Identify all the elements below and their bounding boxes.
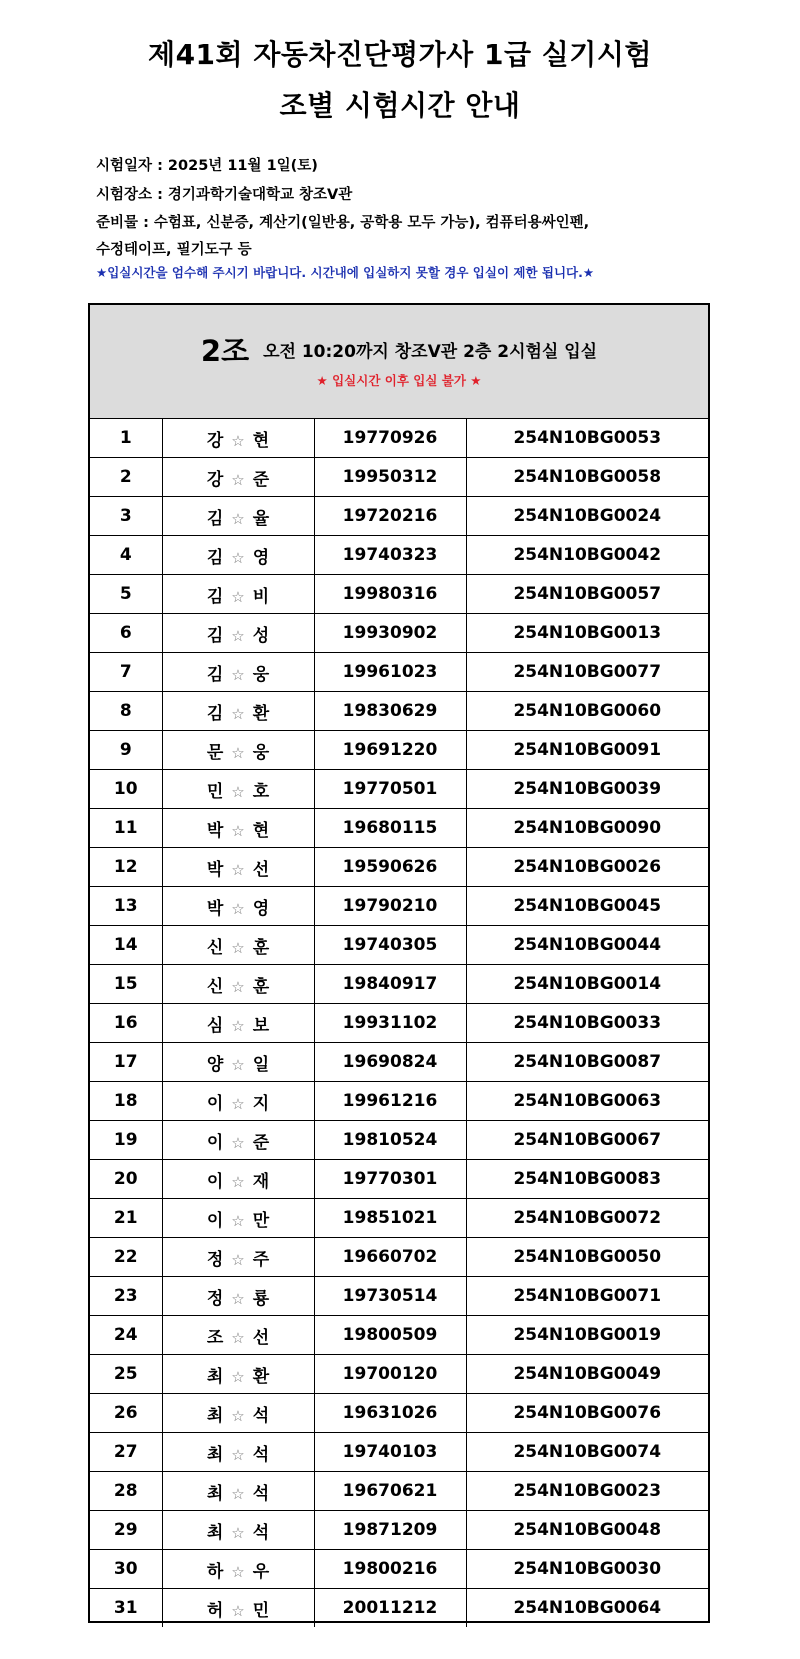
candidate-id: 254N10BG0087 [466, 1043, 708, 1082]
mask-star-icon: ☆ [231, 1601, 245, 1620]
mask-star-icon: ☆ [231, 1016, 245, 1035]
birth-date: 19800216 [314, 1550, 466, 1589]
name-first: 정 [206, 1288, 224, 1309]
candidate-name [162, 1394, 314, 1433]
name-first: 이 [206, 1093, 224, 1114]
mask-star-icon: ☆ [231, 1289, 245, 1308]
row-number: 30 [90, 1550, 162, 1589]
birth-date: 19700120 [314, 1355, 466, 1394]
name-first: 최 [206, 1483, 224, 1504]
table-row [90, 1355, 708, 1394]
mask-star-icon: ☆ [231, 431, 245, 450]
name-last: 웅 [252, 742, 270, 763]
birth-date: 19740305 [314, 926, 466, 965]
mask-star-icon: ☆ [231, 1133, 245, 1152]
candidate-id: 254N10BG0077 [466, 653, 708, 692]
table-row [90, 1199, 708, 1238]
candidate-id: 254N10BG0058 [466, 458, 708, 497]
entry-time: 오전 10:20까지 창조V관 2층 2시험실 입실 [263, 342, 598, 362]
name-last: 룡 [252, 1288, 270, 1309]
birth-date: 19851021 [314, 1199, 466, 1238]
row-number: 2 [90, 458, 162, 497]
row-number: 28 [90, 1472, 162, 1511]
exam-date: 시험일자 : 2025년 11월 1일(토) [96, 158, 318, 174]
candidate-table [90, 419, 708, 1627]
name-first: 박 [206, 898, 224, 919]
mask-star-icon: ☆ [231, 509, 245, 528]
name-last: 웅 [252, 664, 270, 685]
mask-star-icon: ☆ [231, 743, 245, 762]
candidate-id: 254N10BG0071 [466, 1277, 708, 1316]
candidate-id: 254N10BG0091 [466, 731, 708, 770]
name-first: 박 [206, 820, 224, 841]
candidate-name [162, 1160, 314, 1199]
name-first: 김 [206, 547, 224, 568]
row-number: 15 [90, 965, 162, 1004]
mask-star-icon: ☆ [231, 1484, 245, 1503]
candidate-id: 254N10BG0013 [466, 614, 708, 653]
name-first: 최 [206, 1405, 224, 1426]
name-first: 김 [206, 703, 224, 724]
name-last: 주 [252, 1249, 270, 1270]
mask-star-icon: ☆ [231, 938, 245, 957]
name-last: 보 [252, 1015, 270, 1036]
row-number: 3 [90, 497, 162, 536]
row-number: 24 [90, 1316, 162, 1355]
candidate-name [162, 575, 314, 614]
row-number: 13 [90, 887, 162, 926]
name-last: 준 [252, 469, 270, 490]
birth-date: 19690824 [314, 1043, 466, 1082]
candidate-name [162, 458, 314, 497]
name-first: 최 [206, 1522, 224, 1543]
name-last: 지 [252, 1093, 270, 1114]
candidate-id: 254N10BG0042 [466, 536, 708, 575]
document-title: 제41회 자동차진단평가사 1급 실기시험 [148, 38, 652, 71]
mask-star-icon: ☆ [231, 821, 245, 840]
document-subtitle: 조별 시험시간 안내 [279, 89, 521, 122]
candidate-name [162, 926, 314, 965]
candidate-id: 254N10BG0072 [466, 1199, 708, 1238]
table-row [90, 770, 708, 809]
candidate-id: 254N10BG0063 [466, 1082, 708, 1121]
mask-star-icon: ☆ [231, 1094, 245, 1113]
name-last: 선 [252, 859, 270, 880]
candidate-name [162, 1121, 314, 1160]
mask-star-icon: ☆ [231, 470, 245, 489]
row-number: 5 [90, 575, 162, 614]
birth-date: 19790210 [314, 887, 466, 926]
mask-star-icon: ☆ [231, 1562, 245, 1581]
mask-star-icon: ☆ [231, 1523, 245, 1542]
name-last: 석 [252, 1522, 270, 1543]
candidate-id: 254N10BG0030 [466, 1550, 708, 1589]
table-row [90, 1277, 708, 1316]
row-number: 16 [90, 1004, 162, 1043]
birth-date: 19980316 [314, 575, 466, 614]
candidate-id: 254N10BG0024 [466, 497, 708, 536]
candidate-id: 254N10BG0033 [466, 1004, 708, 1043]
candidate-id: 254N10BG0045 [466, 887, 708, 926]
name-first: 김 [206, 586, 224, 607]
birth-date: 19930902 [314, 614, 466, 653]
candidate-name [162, 887, 314, 926]
table-row [90, 419, 708, 458]
candidate-id: 254N10BG0026 [466, 848, 708, 887]
birth-date: 19770301 [314, 1160, 466, 1199]
entry-notice: ★입실시간을 엄수해 주시기 바랍니다. 시간내에 입실하지 못할 경우 입실이 제한 됩니다.★ [96, 265, 595, 280]
birth-date: 19730514 [314, 1277, 466, 1316]
name-last: 우 [252, 1561, 270, 1582]
mask-star-icon: ☆ [231, 860, 245, 879]
exam-place: 시험장소 : 경기과학기술대학교 창조V관 [96, 187, 353, 203]
row-number: 31 [90, 1589, 162, 1628]
name-first: 김 [206, 625, 224, 646]
table-row [90, 1316, 708, 1355]
name-first: 문 [206, 742, 224, 763]
name-last: 훈 [252, 976, 270, 997]
candidate-name [162, 1043, 314, 1082]
candidate-id: 254N10BG0083 [466, 1160, 708, 1199]
name-last: 현 [252, 430, 270, 451]
table-row [90, 653, 708, 692]
candidate-name [162, 1082, 314, 1121]
mask-star-icon: ☆ [231, 1172, 245, 1191]
name-last: 영 [252, 898, 270, 919]
candidate-id: 254N10BG0044 [466, 926, 708, 965]
candidate-name [162, 497, 314, 536]
birth-date: 19931102 [314, 1004, 466, 1043]
name-last: 성 [252, 625, 270, 646]
name-last: 환 [252, 1366, 270, 1387]
name-first: 심 [206, 1015, 224, 1036]
birth-date: 19810524 [314, 1121, 466, 1160]
table-row [90, 1511, 708, 1550]
candidate-id: 254N10BG0023 [466, 1472, 708, 1511]
mask-star-icon: ☆ [231, 587, 245, 606]
mask-star-icon: ☆ [231, 704, 245, 723]
candidate-name [162, 653, 314, 692]
row-number: 29 [90, 1511, 162, 1550]
candidate-name [162, 1238, 314, 1277]
table-row [90, 848, 708, 887]
group-label: 2조 [200, 334, 250, 368]
candidate-name [162, 1511, 314, 1550]
row-number: 12 [90, 848, 162, 887]
mask-star-icon: ☆ [231, 548, 245, 567]
candidate-name [162, 1550, 314, 1589]
candidate-name [162, 770, 314, 809]
birth-date: 19720216 [314, 497, 466, 536]
mask-star-icon: ☆ [231, 1406, 245, 1425]
row-number: 11 [90, 809, 162, 848]
candidate-id: 254N10BG0060 [466, 692, 708, 731]
mask-star-icon: ☆ [231, 1367, 245, 1386]
table-row [90, 458, 708, 497]
table-row [90, 1121, 708, 1160]
name-first: 강 [206, 469, 224, 490]
row-number: 1 [90, 419, 162, 458]
table-row [90, 1433, 708, 1472]
birth-date: 19840917 [314, 965, 466, 1004]
row-number: 9 [90, 731, 162, 770]
name-last: 석 [252, 1444, 270, 1465]
mask-star-icon: ☆ [231, 1445, 245, 1464]
birth-date: 19950312 [314, 458, 466, 497]
row-number: 4 [90, 536, 162, 575]
row-number: 17 [90, 1043, 162, 1082]
birth-date: 20011212 [314, 1589, 466, 1628]
row-number: 6 [90, 614, 162, 653]
row-number: 26 [90, 1394, 162, 1433]
birth-date: 19800509 [314, 1316, 466, 1355]
name-last: 석 [252, 1483, 270, 1504]
table-row [90, 1004, 708, 1043]
table-row [90, 1043, 708, 1082]
table-row [90, 575, 708, 614]
table-row [90, 1550, 708, 1589]
mask-star-icon: ☆ [231, 899, 245, 918]
name-first: 이 [206, 1171, 224, 1192]
name-first: 이 [206, 1132, 224, 1153]
name-first: 양 [206, 1054, 224, 1075]
row-number: 18 [90, 1082, 162, 1121]
birth-date: 19670621 [314, 1472, 466, 1511]
table-row [90, 965, 708, 1004]
candidate-id: 254N10BG0057 [466, 575, 708, 614]
items-line-1: 준비물 : 수험표, 신분증, 계산기(일반용, 공학용 모두 가능), 컴퓨터용싸인펜, [96, 215, 590, 231]
candidate-name [162, 809, 314, 848]
table-row [90, 887, 708, 926]
candidate-id: 254N10BG0067 [466, 1121, 708, 1160]
late-entry-warning: ★ 입실시간 이후 입실 불가 ★ [316, 373, 482, 388]
table-row [90, 731, 708, 770]
table-row [90, 692, 708, 731]
table-row [90, 1160, 708, 1199]
candidate-name [162, 848, 314, 887]
name-first: 정 [206, 1249, 224, 1270]
items-line-2: 수정테이프, 필기도구 등 [96, 242, 252, 258]
candidate-id: 254N10BG0053 [466, 419, 708, 458]
row-number: 14 [90, 926, 162, 965]
table-row [90, 1082, 708, 1121]
row-number: 20 [90, 1160, 162, 1199]
name-first: 최 [206, 1444, 224, 1465]
candidate-id: 254N10BG0050 [466, 1238, 708, 1277]
name-first: 강 [206, 430, 224, 451]
birth-date: 19590626 [314, 848, 466, 887]
birth-date: 19871209 [314, 1511, 466, 1550]
mask-star-icon: ☆ [231, 665, 245, 684]
name-last: 환 [252, 703, 270, 724]
name-last: 훈 [252, 937, 270, 958]
schedule-table-box [88, 303, 710, 1623]
name-last: 민 [252, 1600, 270, 1621]
group-header [90, 305, 708, 419]
birth-date: 19740103 [314, 1433, 466, 1472]
mask-star-icon: ☆ [231, 1250, 245, 1269]
table-row [90, 1394, 708, 1433]
name-last: 재 [252, 1171, 270, 1192]
table-row [90, 497, 708, 536]
candidate-name [162, 1199, 314, 1238]
candidate-id: 254N10BG0049 [466, 1355, 708, 1394]
candidate-id: 254N10BG0048 [466, 1511, 708, 1550]
candidate-id: 254N10BG0019 [466, 1316, 708, 1355]
name-last: 율 [252, 508, 270, 529]
candidate-name [162, 1277, 314, 1316]
name-first: 하 [206, 1561, 224, 1582]
mask-star-icon: ☆ [231, 977, 245, 996]
table-row [90, 1238, 708, 1277]
name-last: 일 [252, 1054, 270, 1075]
mask-star-icon: ☆ [231, 626, 245, 645]
birth-date: 19770926 [314, 419, 466, 458]
row-number: 8 [90, 692, 162, 731]
candidate-id: 254N10BG0014 [466, 965, 708, 1004]
birth-date: 19691220 [314, 731, 466, 770]
name-first: 김 [206, 508, 224, 529]
candidate-name [162, 419, 314, 458]
name-first: 신 [206, 937, 224, 958]
group-header-line [90, 329, 708, 370]
name-first: 김 [206, 664, 224, 685]
mask-star-icon: ☆ [231, 1328, 245, 1347]
name-last: 현 [252, 820, 270, 841]
birth-date: 19631026 [314, 1394, 466, 1433]
candidate-name [162, 1589, 314, 1628]
table-row [90, 614, 708, 653]
name-first: 신 [206, 976, 224, 997]
candidate-id: 254N10BG0076 [466, 1394, 708, 1433]
birth-date: 19961023 [314, 653, 466, 692]
table-row [90, 536, 708, 575]
table-row [90, 1472, 708, 1511]
name-first: 최 [206, 1366, 224, 1387]
candidate-name [162, 536, 314, 575]
candidate-name [162, 1472, 314, 1511]
birth-date: 19740323 [314, 536, 466, 575]
row-number: 25 [90, 1355, 162, 1394]
name-last: 준 [252, 1132, 270, 1153]
mask-star-icon: ☆ [231, 1211, 245, 1230]
row-number: 27 [90, 1433, 162, 1472]
name-first: 박 [206, 859, 224, 880]
row-number: 22 [90, 1238, 162, 1277]
row-number: 21 [90, 1199, 162, 1238]
candidate-name [162, 965, 314, 1004]
name-first: 이 [206, 1210, 224, 1231]
candidate-name [162, 1355, 314, 1394]
name-last: 영 [252, 547, 270, 568]
name-last: 비 [252, 586, 270, 607]
candidate-name [162, 614, 314, 653]
mask-star-icon: ☆ [231, 1055, 245, 1074]
birth-date: 19830629 [314, 692, 466, 731]
candidate-name [162, 731, 314, 770]
name-last: 선 [252, 1327, 270, 1348]
name-last: 호 [252, 781, 270, 802]
name-first: 민 [206, 781, 224, 802]
name-first: 조 [206, 1327, 224, 1348]
row-number: 23 [90, 1277, 162, 1316]
table-row [90, 926, 708, 965]
birth-date: 19961216 [314, 1082, 466, 1121]
name-last: 석 [252, 1405, 270, 1426]
row-number: 19 [90, 1121, 162, 1160]
candidate-id: 254N10BG0064 [466, 1589, 708, 1628]
table-row [90, 1589, 708, 1628]
candidate-name [162, 1316, 314, 1355]
candidate-name [162, 1433, 314, 1472]
candidate-name [162, 1004, 314, 1043]
row-number: 10 [90, 770, 162, 809]
candidate-id: 254N10BG0074 [466, 1433, 708, 1472]
name-first: 허 [206, 1600, 224, 1621]
table-row [90, 809, 708, 848]
candidate-id: 254N10BG0039 [466, 770, 708, 809]
row-number: 7 [90, 653, 162, 692]
mask-star-icon: ☆ [231, 782, 245, 801]
birth-date: 19770501 [314, 770, 466, 809]
candidate-name [162, 692, 314, 731]
birth-date: 19680115 [314, 809, 466, 848]
candidate-id: 254N10BG0090 [466, 809, 708, 848]
name-last: 만 [252, 1210, 270, 1231]
birth-date: 19660702 [314, 1238, 466, 1277]
